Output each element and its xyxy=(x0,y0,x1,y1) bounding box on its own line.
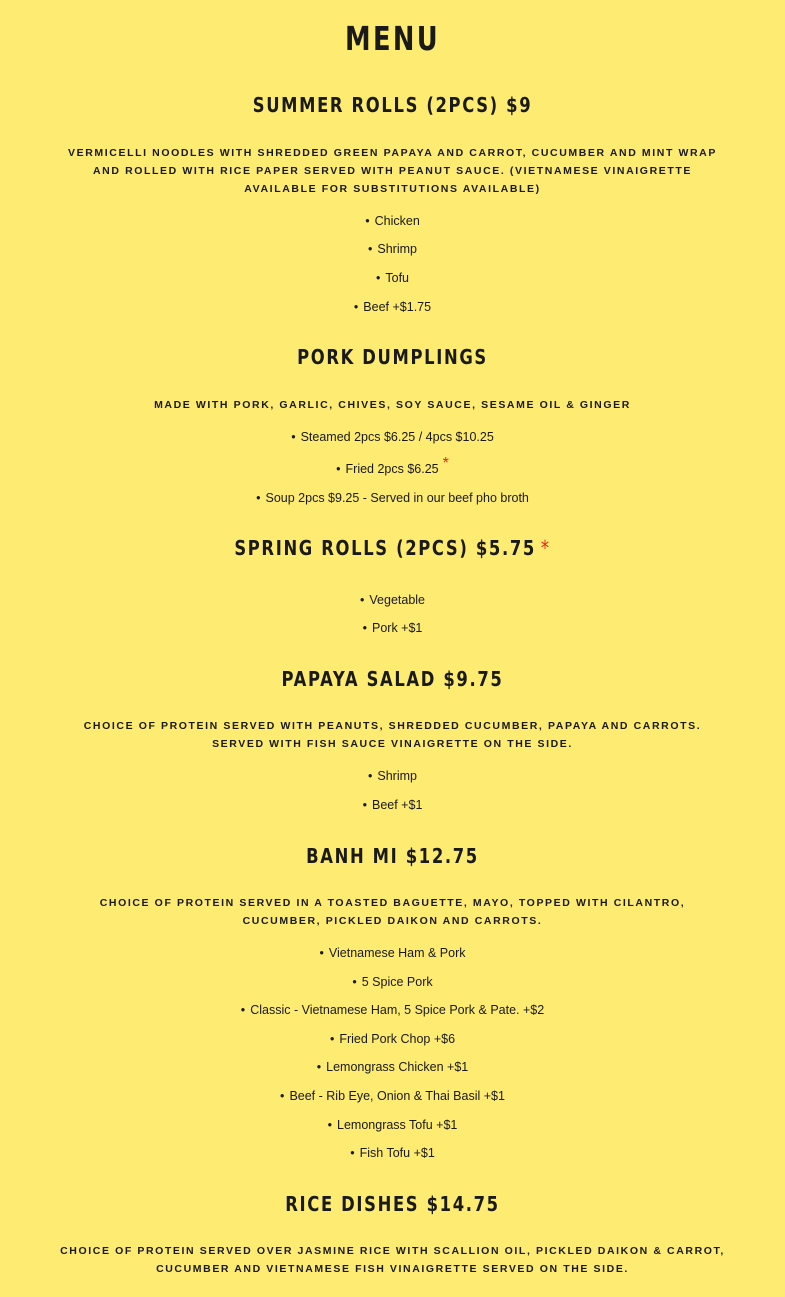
menu-item-label: Beef +$1.75 xyxy=(363,300,432,314)
menu-item-label: Fried Pork Chop +$6 xyxy=(339,1032,456,1046)
banh-mi-title: BANH MI $12.75 xyxy=(306,844,479,868)
menu-item: • Chicken xyxy=(365,214,420,228)
menu-item: • Vegetable xyxy=(360,593,425,607)
summer-rolls-description: VERMICELLI NOODLES WITH SHREDDED GREEN PAPAYA AND CARROT, CUCUMBER AND MINT WRAP AND ROLLED WITH RICE PAPER SERVED WITH PEANUT SAUCE. (VIETNAMESE VINAIGRETTE AVAILABLE FOR SUBSTITUTIONS AVAILABLE) xyxy=(68,147,717,195)
menu-item: • Vietnamese Ham & Pork xyxy=(319,946,466,960)
menu-item-label: Lemongrass Chicken +$1 xyxy=(326,1060,469,1074)
menu-item: • Lemongrass Chicken +$1 xyxy=(316,1060,469,1074)
rice-dishes-description: CHOICE OF PROTEIN SERVED OVER JASMINE RICE WITH SCALLION OIL, PICKLED DAIKON & CARROT, CUCUMBER AND VIETNAMESE FISH VINAIGRETTE SERVED ON THE SIDE. xyxy=(60,1245,725,1275)
menu-item: • Steamed 2pcs $6.25 / 4pcs $10.25 xyxy=(291,430,494,444)
menu-item: • Beef +$1.75 xyxy=(353,300,432,314)
menu-item: • Shrimp xyxy=(368,769,417,783)
papaya-salad-description: CHOICE OF PROTEIN SERVED WITH PEANUTS, SHREDDED CUCUMBER, PAPAYA AND CARROTS. SERVED WITH FISH SAUCE VINAIGRETTE ON THE SIDE. xyxy=(83,720,702,750)
menu-item: • Fried Pork Chop +$6 xyxy=(329,1032,456,1046)
menu-item: • Shrimp xyxy=(368,242,417,256)
menu-item: • Beef +$1 xyxy=(362,798,423,812)
rice-dishes-title: RICE DISHES $14.75 xyxy=(285,1192,500,1216)
menu-item-label: Chicken xyxy=(374,214,420,228)
menu-item-label: Shrimp xyxy=(377,242,417,256)
menu-item: • Soup 2pcs $9.25 - Served in our beef pho broth xyxy=(256,491,529,505)
menu-item-label: Beef +$1 xyxy=(372,798,423,812)
spicy-star-icon: * xyxy=(540,536,551,560)
menu-item-label: Classic - Vietnamese Ham, 5 Spice Pork & Pate. +$2 xyxy=(250,1003,545,1017)
menu-item-label: Beef - Rib Eye, Onion & Thai Basil +$1 xyxy=(289,1089,505,1103)
menu-item: • Classic - Vietnamese Ham, 5 Spice Pork & Pate. +$2 xyxy=(240,1003,545,1017)
menu-item: • Pork +$1 xyxy=(362,621,423,635)
menu-item: • Fish Tofu +$1 xyxy=(350,1146,435,1160)
spicy-star-icon: * xyxy=(442,455,449,472)
menu-item: • Tofu xyxy=(375,271,410,285)
menu-item-label: Soup 2pcs $9.25 - Served in our beef pho broth xyxy=(265,491,529,505)
summer-rolls-title: SUMMER ROLLS (2PCS) $9 xyxy=(252,93,533,117)
pork-dumplings-description: MADE WITH PORK, GARLIC, CHIVES, SOY SAUCE, SESAME OIL & GINGER xyxy=(154,399,631,411)
menu-item-label: Steamed 2pcs $6.25 / 4pcs $10.25 xyxy=(300,430,494,444)
menu-item-label: Fish Tofu +$1 xyxy=(359,1146,435,1160)
menu-item-label: Vegetable xyxy=(369,593,425,607)
spring-rolls-title: SPRING ROLLS (2PCS) $5.75 * xyxy=(234,536,551,560)
menu-title: MENU xyxy=(344,19,440,58)
menu-item: • Beef - Rib Eye, Onion & Thai Basil +$1 xyxy=(280,1089,505,1103)
menu-item: • 5 Spice Pork xyxy=(352,975,433,989)
menu-item-label: Vietnamese Ham & Pork xyxy=(328,946,466,960)
menu-item-label: Tofu xyxy=(385,271,410,285)
menu-item-label: Fried 2pcs $6.25 xyxy=(345,462,439,476)
menu-item-label: Shrimp xyxy=(377,769,417,783)
banh-mi-description: CHOICE OF PROTEIN SERVED IN A TOASTED BAGUETTE, MAYO, TOPPED WITH CILANTRO, CUCUMBER, PICKLED DAIKON AND CARROTS. xyxy=(99,897,686,927)
menu-item-label: 5 Spice Pork xyxy=(361,975,433,989)
papaya-salad-title: PAPAYA SALAD $9.75 xyxy=(281,667,504,691)
menu-item: • Fried 2pcs $6.25 * xyxy=(336,455,449,476)
pork-dumplings-title: PORK DUMPLINGS xyxy=(297,345,488,369)
menu-item-label: Pork +$1 xyxy=(372,621,423,635)
menu-item-label: Lemongrass Tofu +$1 xyxy=(337,1118,458,1132)
menu-item: • Lemongrass Tofu +$1 xyxy=(327,1118,458,1132)
